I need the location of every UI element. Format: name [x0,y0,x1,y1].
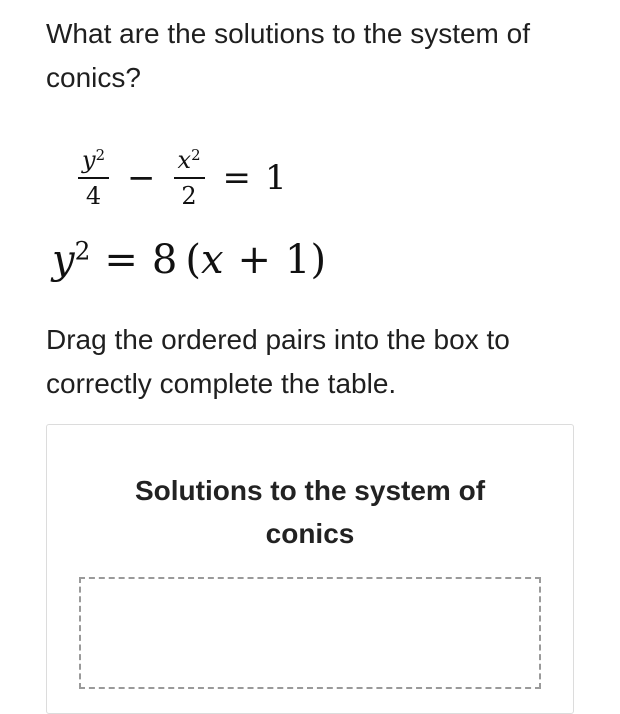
equals-sign: = [222,158,252,198]
solutions-table [46,424,574,714]
fraction-numerator [78,145,109,179]
exponent: 2 [95,145,106,164]
minus-sign: − [127,158,156,198]
equals-sign: = [104,237,138,283]
variable-y: y [52,237,75,283]
rhs-value: 1 [265,158,287,198]
fraction-x-squared-over-2 [174,145,205,211]
variable-x: x [200,237,224,283]
variable-y: y [82,146,96,174]
question-text: What are the solutions to the system of conics? [46,18,531,93]
equation-hyperbola [74,138,287,218]
variable-x: x [177,146,192,174]
fraction-denominator: 2 [181,182,197,210]
close-paren: ) [310,237,327,283]
constant: 1 [285,237,311,283]
exponent: 2 [74,236,91,266]
coefficient: 8 [151,237,178,283]
fraction-denominator: 4 [85,182,102,210]
plus-sign: + [237,237,272,283]
instructions-text: Drag the ordered pairs into the box to correctly complete the table. [46,324,510,399]
open-paren: ( [185,237,201,283]
drop-zone[interactable] [79,577,541,689]
exponent: 2 [191,145,201,164]
table-header: Solutions to the system of conics [134,475,486,549]
fraction-y-squared-over-4 [78,145,109,211]
equation-parabola [52,232,326,288]
fraction-numerator [174,145,205,179]
